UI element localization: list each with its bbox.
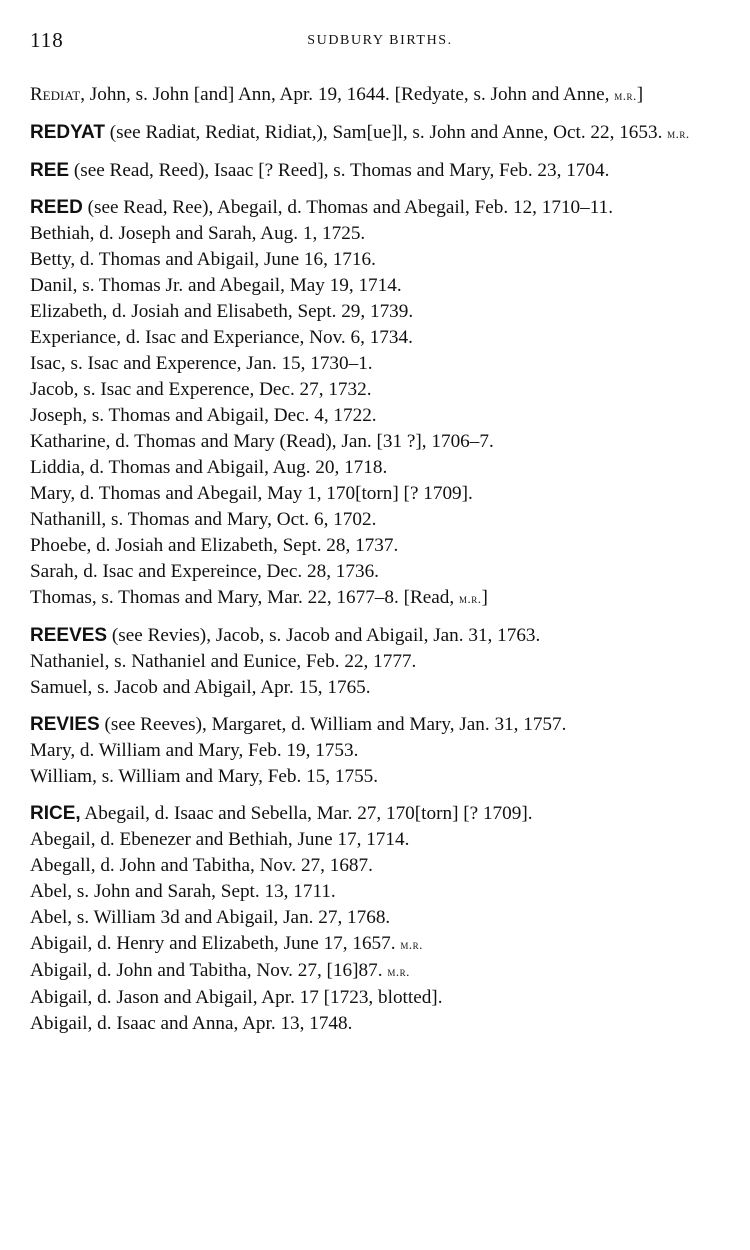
register-entry: Nathanill, s. Thomas and Mary, Oct. 6, 1702.	[30, 509, 377, 530]
document-page	[30, 28, 730, 1048]
entry-text: Abegail, d. Isaac and Sebella, Mar. 27, 170[torn] [? 1709].	[80, 803, 533, 824]
register-entry: Betty, d. Thomas and Abigail, June 16, 1716.	[30, 249, 376, 270]
register-entry: Mary, d. Thomas and Abegail, May 1, 170[torn] [? 1709].	[30, 483, 473, 504]
page-header	[30, 28, 730, 62]
surname-heading: REED	[30, 197, 83, 218]
register-entry: Katharine, d. Thomas and Mary (Read), Jan. [31 ?], 1706–7.	[30, 431, 494, 452]
group-head-line	[30, 120, 730, 147]
register-entry: Abel, s. William 3d and Abigail, Jan. 27, 1768.	[30, 907, 391, 928]
entry-text: John, s. John [and] Ann, Apr. 19, 1644. [Redyate, s. John and Anne,	[84, 84, 615, 105]
surname-group-redyat	[30, 120, 730, 147]
entry-text: (see Read, Ree), Abegail, d. Thomas and Abegail, Feb. 12, 1710–11.	[82, 197, 614, 218]
entry-text: (see Read, Reed), Isaac [? Reed], s. Thomas and Mary, Feb. 23, 1704.	[69, 160, 610, 181]
running-head: SUDBURY BIRTHS.	[307, 33, 453, 48]
register-entry: Phoebe, d. Josiah and Elizabeth, Sept. 28, 1737.	[30, 535, 399, 556]
page-number: 118	[30, 28, 64, 52]
register-entry: Abegail, d. Ebenezer and Bethiah, June 17, 1714.	[30, 829, 410, 850]
register-entry: Abigail, d. Jason and Abigail, Apr. 17 [1723, blotted].	[30, 987, 443, 1008]
surname-heading: REEVES	[30, 625, 108, 646]
register-entry: Danil, s. Thomas Jr. and Abegail, May 19, 1714.	[30, 275, 402, 296]
register-entry: Nathaniel, s. Nathaniel and Eunice, Feb. 22, 1777.	[30, 651, 417, 672]
register-entry: Jacob, s. Isac and Experence, Dec. 27, 1732.	[30, 379, 372, 400]
source-mark: m.r.	[614, 88, 637, 103]
surname-group-reed	[30, 195, 730, 612]
register-entry	[30, 958, 730, 985]
group-head-line	[30, 623, 730, 649]
source-mark: m.r.	[400, 937, 423, 952]
register-entry: Experiance, d. Isac and Experiance, Nov. 6, 1734.	[30, 327, 413, 348]
register-entry: Abigail, d. Isaac and Anna, Apr. 13, 1748.	[30, 1013, 353, 1034]
register-entry: Abegall, d. John and Tabitha, Nov. 27, 1687.	[30, 855, 373, 876]
surname-group-rediat	[30, 82, 730, 109]
group-head-line	[30, 712, 730, 738]
entry-text: (see Reeves), Margaret, d. William and Mary, Jan. 31, 1757.	[99, 714, 567, 735]
register-entry: William, s. William and Mary, Feb. 15, 1755.	[30, 766, 379, 787]
register-entry: Elizabeth, d. Josiah and Elisabeth, Sept. 29, 1739.	[30, 301, 414, 322]
register-entry	[30, 585, 730, 612]
entry-text-after: ]	[636, 84, 644, 105]
group-head-line	[30, 801, 730, 827]
register-entry: Sarah, d. Isac and Expereince, Dec. 28, 1736.	[30, 561, 379, 582]
register-entry: Liddia, d. Thomas and Abigail, Aug. 20, 1718.	[30, 457, 388, 478]
source-mark: m.r.	[667, 126, 690, 141]
group-head-line	[30, 82, 730, 109]
surname-heading: REDYAT	[30, 122, 105, 143]
register-entry: Isac, s. Isac and Experence, Jan. 15, 1730–1.	[30, 353, 373, 374]
surname-group-revies	[30, 712, 730, 790]
group-head-line	[30, 195, 730, 221]
entry-text: Thomas, s. Thomas and Mary, Mar. 22, 1677–8. [Read,	[30, 587, 459, 608]
entry-text-after: ]	[481, 587, 488, 608]
surname-heading: RICE,	[30, 803, 81, 824]
source-mark: m.r.	[459, 591, 482, 606]
register-entry	[30, 931, 730, 958]
surname-heading: REVIES	[30, 714, 100, 735]
entry-text: (see Revies), Jacob, s. Jacob and Abigail, Jan. 31, 1763.	[107, 625, 541, 646]
surname-group-rice	[30, 801, 730, 1037]
surname-group-reeves	[30, 623, 730, 701]
entry-text: (see Radiat, Rediat, Ridiat,), Sam[ue]l, s. John and Anne, Oct. 22, 1653.	[104, 122, 668, 143]
surname-heading: REE	[30, 160, 70, 181]
register-entry: Abel, s. John and Sarah, Sept. 13, 1711.	[30, 881, 336, 902]
register-entry: Joseph, s. Thomas and Abigail, Dec. 4, 1722.	[30, 405, 377, 426]
entry-text: Abigail, d. John and Tabitha, Nov. 27, [16]87.	[30, 960, 388, 981]
register-content	[30, 82, 730, 1037]
surname-heading: Rediat,	[30, 84, 85, 105]
register-entry: Mary, d. William and Mary, Feb. 19, 1753.	[30, 740, 359, 761]
surname-group-ree	[30, 158, 730, 184]
source-mark: m.r.	[387, 964, 410, 979]
register-entry: Samuel, s. Jacob and Abigail, Apr. 15, 1765.	[30, 677, 371, 698]
entry-text: Abigail, d. Henry and Elizabeth, June 17, 1657.	[30, 933, 401, 954]
group-head-line	[30, 158, 730, 184]
register-entry: Bethiah, d. Joseph and Sarah, Aug. 1, 1725.	[30, 223, 366, 244]
